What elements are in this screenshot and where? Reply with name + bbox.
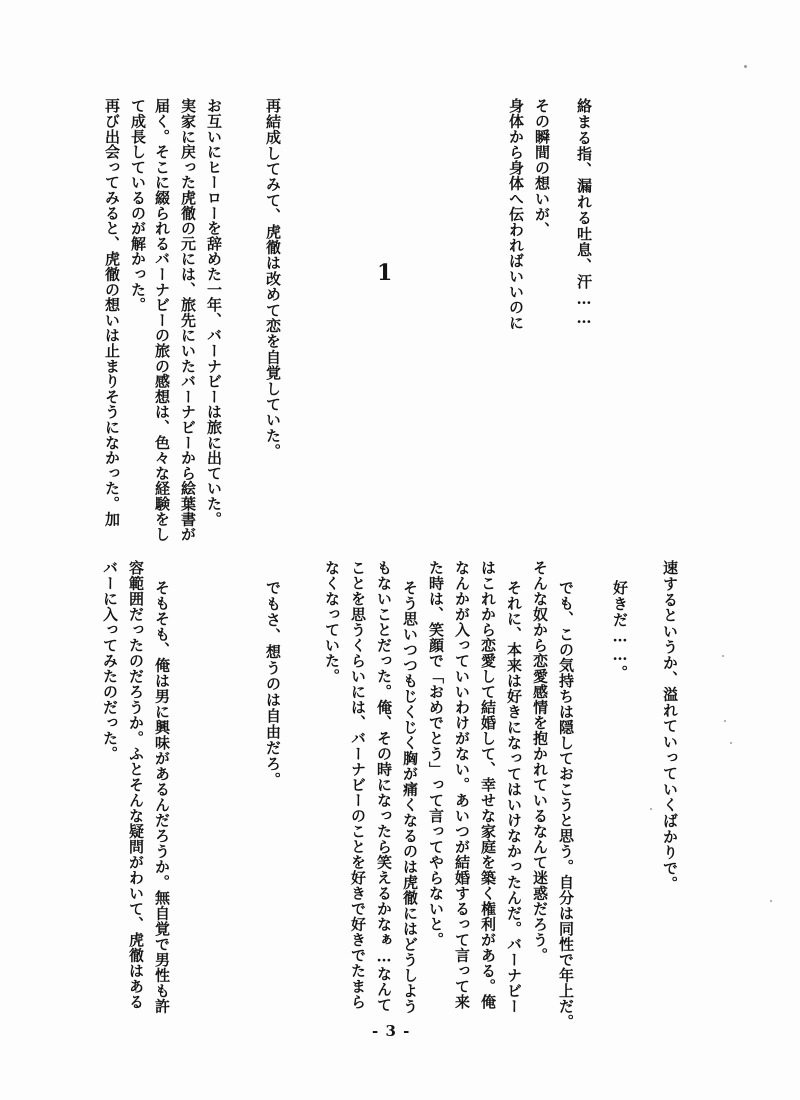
bottom-line-6: はこれから恋愛して結婚して、幸せな家庭を築く権利がある。俺 [479, 560, 497, 1010]
bottom-line-12: なくなっていた。 [323, 560, 341, 684]
chapter-number: 1 [377, 260, 393, 286]
scan-speck [722, 655, 724, 657]
top-paragraph-line-2: お互いにヒーローを辞めた一年、バーナビーは旅に出ていた。 [205, 98, 223, 527]
bottom-line-10: もないことだった。俺、その時になったら笑えるかなぁ…なんて [375, 560, 393, 1013]
scan-speck [770, 900, 772, 902]
poem-line-3: 身体から身体へ伝わればいいのに [507, 98, 525, 331]
bottom-line-5: それに、本来は好きになってはいけなかったんだ。バーナビー [505, 580, 523, 1014]
bottom-line-2: 好きだ……。 [611, 580, 629, 681]
bottom-line-3: でも、この気持ちは隠しておこうと思う。自分は同性で年上だ。 [557, 580, 575, 1030]
top-paragraph-line-3: 実家に戻った虎徹の元には、旅先にいたバーナビーから絵葉書が [179, 98, 197, 542]
poem-line-1: 絡まる指、漏れる吐息、汗…… [575, 98, 593, 328]
scan-speck [650, 808, 652, 810]
top-paragraph-line-1: 再結成してみて、虎徹は改めて恋を自覚していた。 [264, 98, 282, 460]
bottom-line-1: 速するというか、溢れていっていくばかりで。 [661, 560, 679, 892]
bottom-line-16: バーに入ってみたのだった。 [101, 560, 119, 762]
top-paragraph-line-4: 届く。そこに綴られるバーナビーの旅の感想は、色々な経験をし [153, 98, 171, 542]
scan-speck [744, 65, 747, 68]
bottom-line-8: た時は、笑顔で「おめでとう」って言ってやらないと。 [427, 560, 445, 948]
page-number: - 3 - [372, 1022, 411, 1040]
top-paragraph-line-5: て成長しているのが解かった。 [129, 98, 147, 313]
top-paragraph-line-6: 再び出会ってみると、虎徹の想いは止まりそうになかった。加 [103, 98, 121, 527]
bottom-line-4: そんな奴から恋愛感情を抱かれているなんて迷惑だろう。 [531, 560, 549, 963]
scan-speck [724, 720, 726, 722]
bottom-line-9: そう思いつつもじくじく胸が痛くなるのは虎徹にはどうしよう [401, 580, 419, 1014]
bottom-line-13: でもさ、想うのは自由だろ。 [264, 580, 282, 788]
scan-speck [730, 742, 732, 744]
bottom-line-15: 容範囲だったのだろうか。ふとそんな疑問がわいて、虎徹はある [127, 560, 145, 1010]
bottom-line-11: ことを思うくらいには、バーナビーのことを好きで好きでたまら [349, 560, 367, 1010]
bottom-line-14: そもそも、俺は男に興味があるんだろうか。無自覚で男性も許 [153, 580, 171, 1014]
poem-line-2: その瞬間の想いが、 [533, 98, 551, 238]
bottom-line-7: なんかが入っていいわけがない。あいつが結婚するって言って来 [453, 560, 471, 1010]
